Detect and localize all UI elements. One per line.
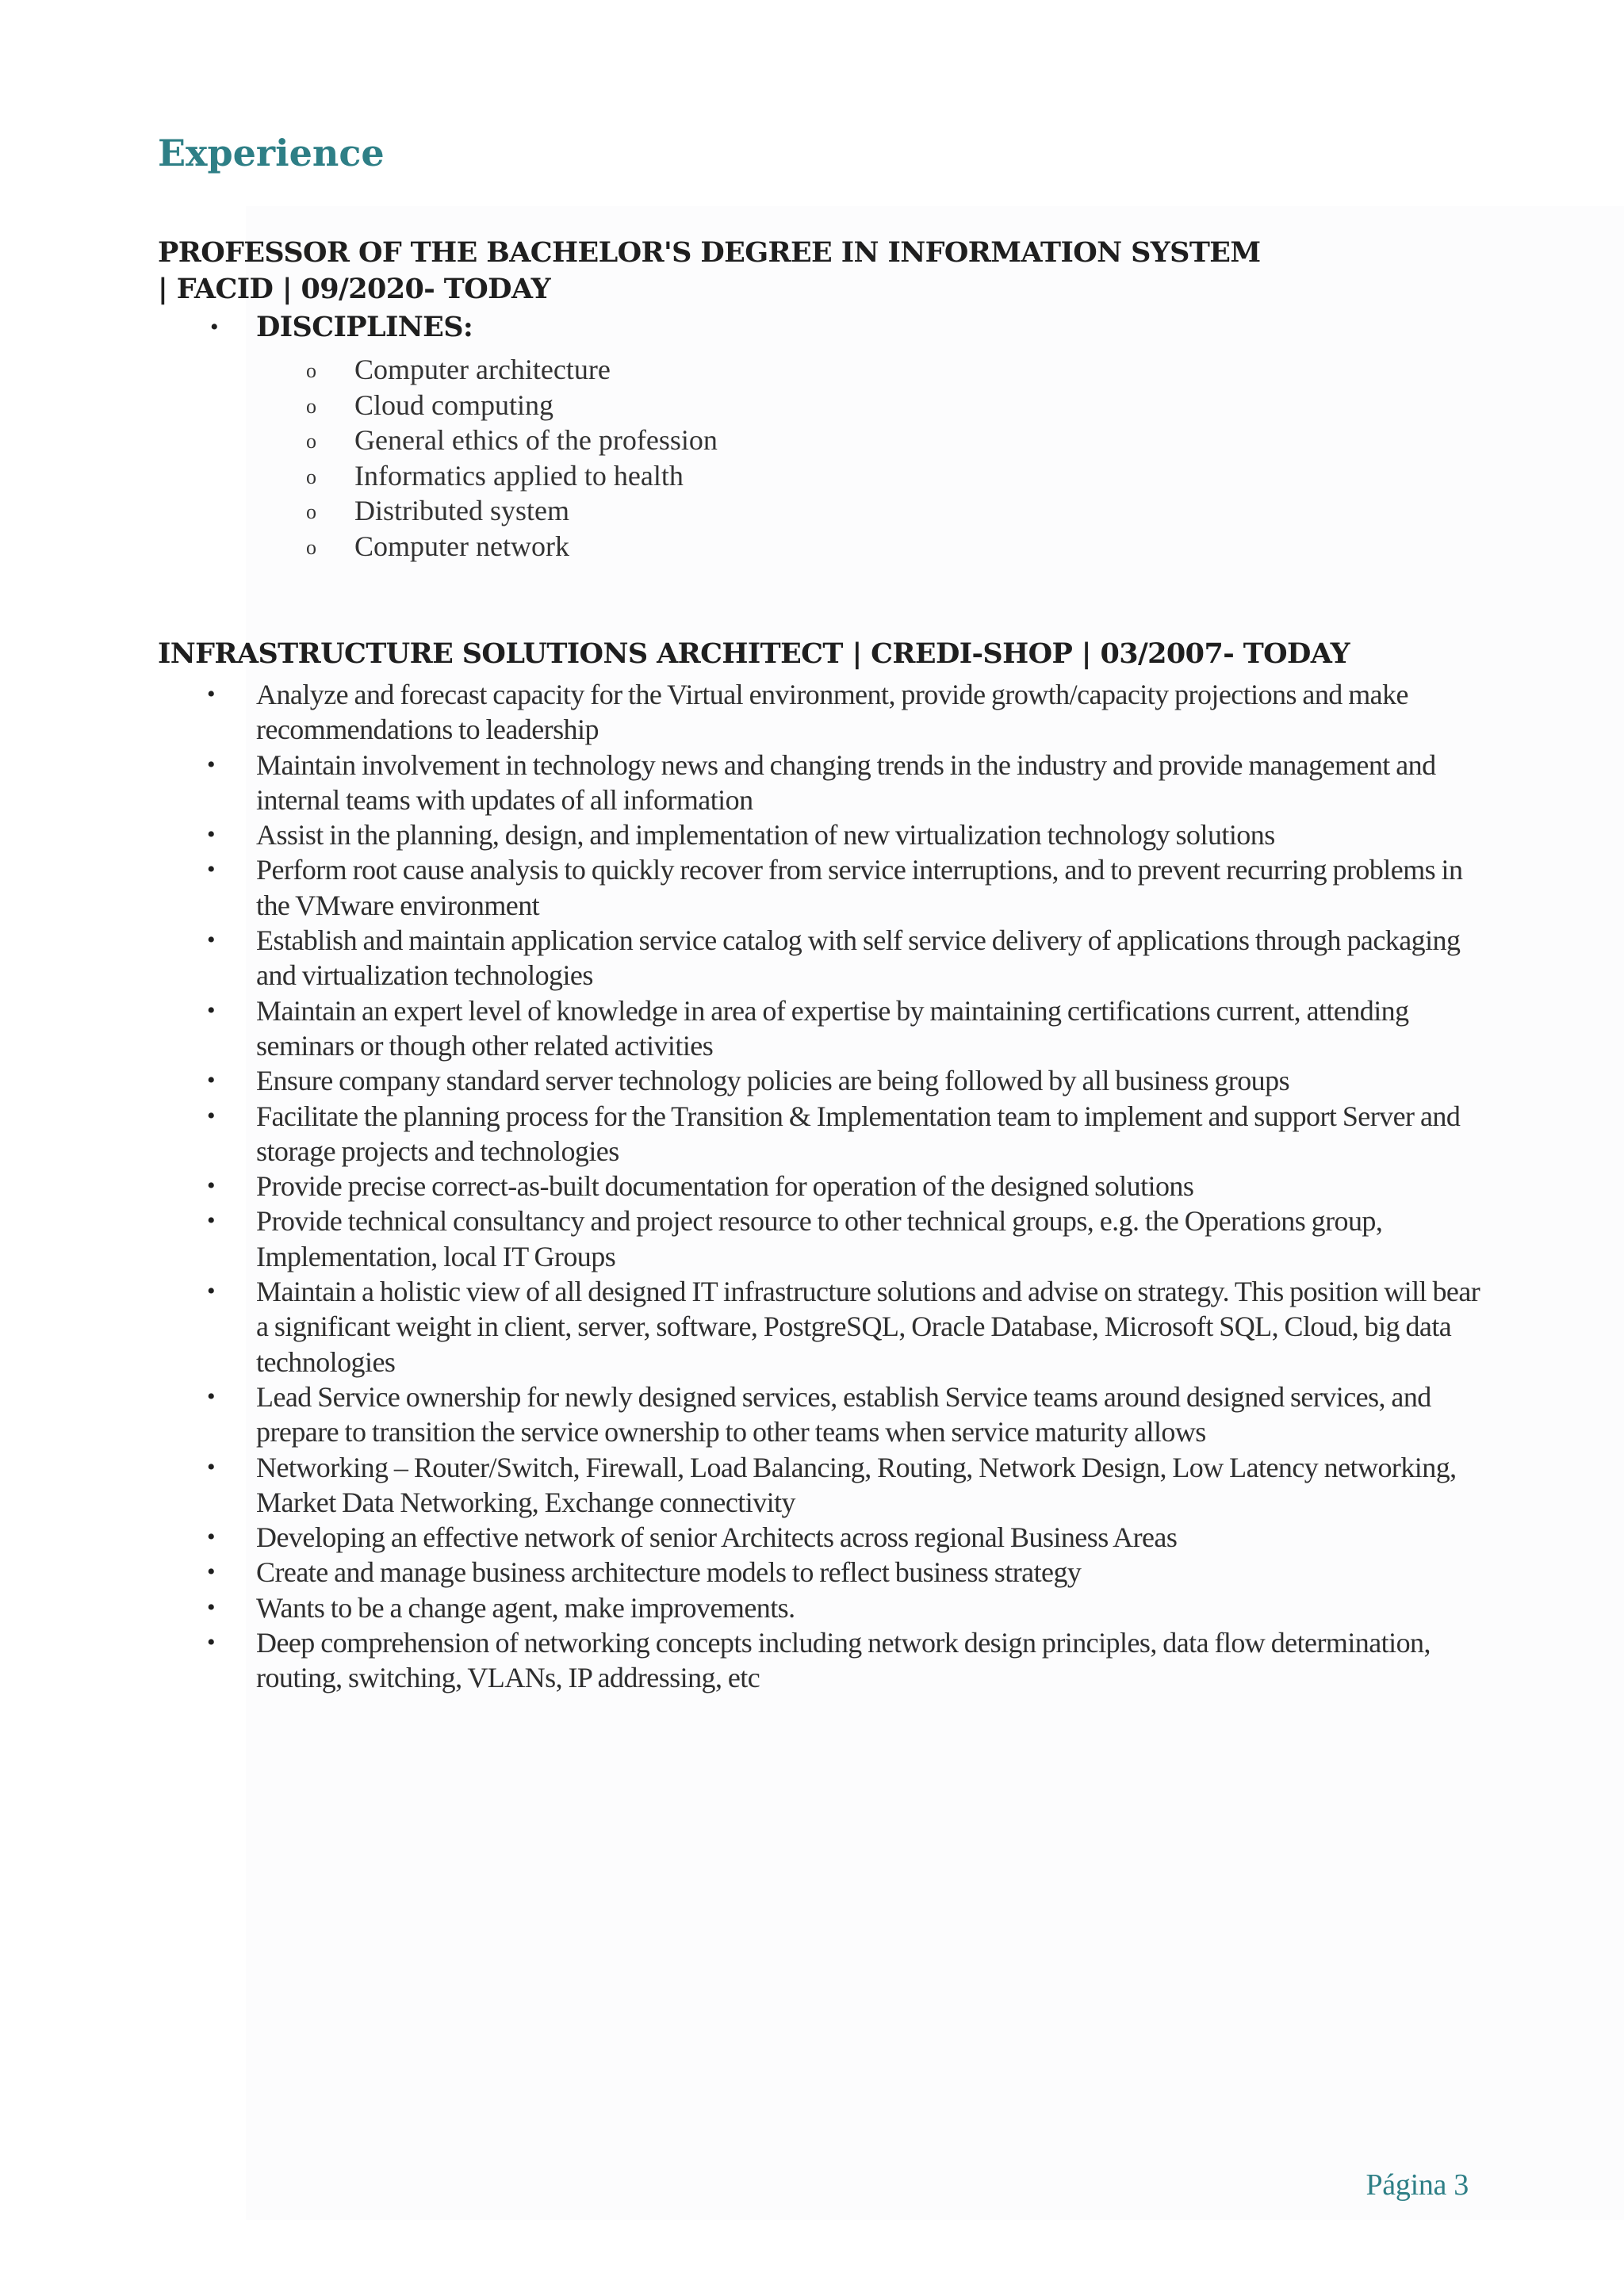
bullet-icon: • xyxy=(210,314,219,340)
bullet-icon: • xyxy=(207,1207,215,1234)
list-item: • Analyze and forecast capacity for the Virtual environment, provide growth/capacity projections and make recommendations to leadership xyxy=(207,679,1408,746)
bullet-icon: • xyxy=(207,1629,215,1656)
page-number: Página 3 xyxy=(1365,2168,1469,2202)
list-item: • Networking – Router/Switch, Firewall, Load Balancing, Routing, Network Design, Low Latency networking, Market Data Networking, Exchange connectivity xyxy=(207,1451,1457,1518)
list-item: • Provide precise correct-as-built documentation for operation of the designed solutions xyxy=(158,1169,1490,1203)
list-item: o General ethics of the profession xyxy=(158,423,1506,458)
list-item: o Informatics applied to health xyxy=(158,458,1506,494)
bullet-icon: • xyxy=(207,751,215,778)
bullet-icon: • xyxy=(207,821,215,848)
circle-bullet-icon: o xyxy=(306,465,316,488)
job-heading-line-2: | FACID | 09/2020- TODAY xyxy=(158,273,551,305)
list-item: • Provide technical consultancy and project resource to other technical groups, e.g. the Operations group, Implementation, local IT Groups xyxy=(207,1205,1383,1272)
bullet-icon: • xyxy=(207,1067,215,1094)
circle-bullet-icon: o xyxy=(306,394,316,418)
bullet-icon: • xyxy=(207,997,215,1024)
job-heading-professor xyxy=(158,235,1395,308)
list-item: • Assist in the planning, design, and implementation of new virtualization technology solutions xyxy=(158,817,1490,852)
list-item: • Maintain involvement in technology news and changing trends in the industry and provide management and internal teams with updates of all information xyxy=(207,748,1436,816)
bullet-icon: • xyxy=(207,1524,215,1551)
bullet-icon: • xyxy=(207,681,215,707)
bullet-icon: • xyxy=(207,1559,215,1586)
list-item: o Computer network xyxy=(158,529,1506,564)
list-item: • Perform root cause analysis to quickly recover from service interruptions, and to prevent recurring problems in the VMware environment xyxy=(207,854,1463,921)
list-item: • Create and manage business architecture models to reflect business strategy xyxy=(158,1555,1490,1590)
list-item: • Deep comprehension of networking concepts including network design principles, data flow determination, routing, switching, VLANs, IP addressing, etc xyxy=(207,1627,1431,1694)
list-item: • Maintain a holistic view of all designed IT infrastructure solutions and advise on strategy. This position will bear a significant weight in client, server, software, PostgreSQL, Oracle Database, Microsoft SQL, Cloud, big data technologies xyxy=(207,1276,1480,1378)
bullet-icon: • xyxy=(207,927,215,954)
list-item: o Distributed system xyxy=(158,493,1506,529)
list-item: • Wants to be a change agent, make improvements. xyxy=(158,1590,1490,1625)
circle-bullet-icon: o xyxy=(306,535,316,559)
duties-list xyxy=(158,677,1490,1696)
bullet-icon: • xyxy=(207,1453,215,1480)
bullet-icon: • xyxy=(207,1594,215,1621)
bullet-icon: • xyxy=(207,1173,215,1200)
list-item: o Cloud computing xyxy=(158,388,1506,423)
list-item: • Establish and maintain application service catalog with self service delivery of applications through packaging and virtualization technologies xyxy=(207,924,1461,992)
circle-bullet-icon: o xyxy=(306,359,316,382)
disciplines-list xyxy=(158,352,1506,564)
bullet-icon: • xyxy=(207,1278,215,1305)
disciplines-header xyxy=(158,309,1506,346)
bullet-icon: • xyxy=(207,856,215,883)
list-item: • Facilitate the planning process for the Transition & Implementation team to implement and support Server and storage projects and technologies xyxy=(207,1100,1461,1167)
list-item: • Ensure company standard server technology policies are being followed by all business groups xyxy=(158,1063,1490,1098)
circle-bullet-icon: o xyxy=(306,430,316,453)
bullet-icon: • xyxy=(207,1102,215,1129)
list-item: • Maintain an expert level of knowledge in area of expertise by maintaining certifications current, attending seminars or though other related activities xyxy=(207,994,1409,1062)
list-item: o Computer architecture xyxy=(158,352,1506,388)
list-item: • Lead Service ownership for newly designed services, establish Service teams around designed services, and prepare to transition the service ownership to other teams when service maturity allows xyxy=(207,1380,1431,1448)
job-heading-line-1: PROFESSOR OF THE BACHELOR'S DEGREE IN INFORMATION SYSTEM xyxy=(158,236,1261,269)
circle-bullet-icon: o xyxy=(306,500,316,524)
section-title: Experience xyxy=(158,132,385,174)
disciplines-block xyxy=(158,309,1506,564)
bullet-icon: • xyxy=(207,1383,215,1410)
disciplines-label: DISCIPLINES: xyxy=(256,311,473,343)
list-item: • Developing an effective network of senior Architects across regional Business Areas xyxy=(158,1520,1490,1555)
job-heading-architect: INFRASTRUCTURE SOLUTIONS ARCHITECT | CREDI-SHOP | 03/2007- TODAY xyxy=(158,637,1350,670)
